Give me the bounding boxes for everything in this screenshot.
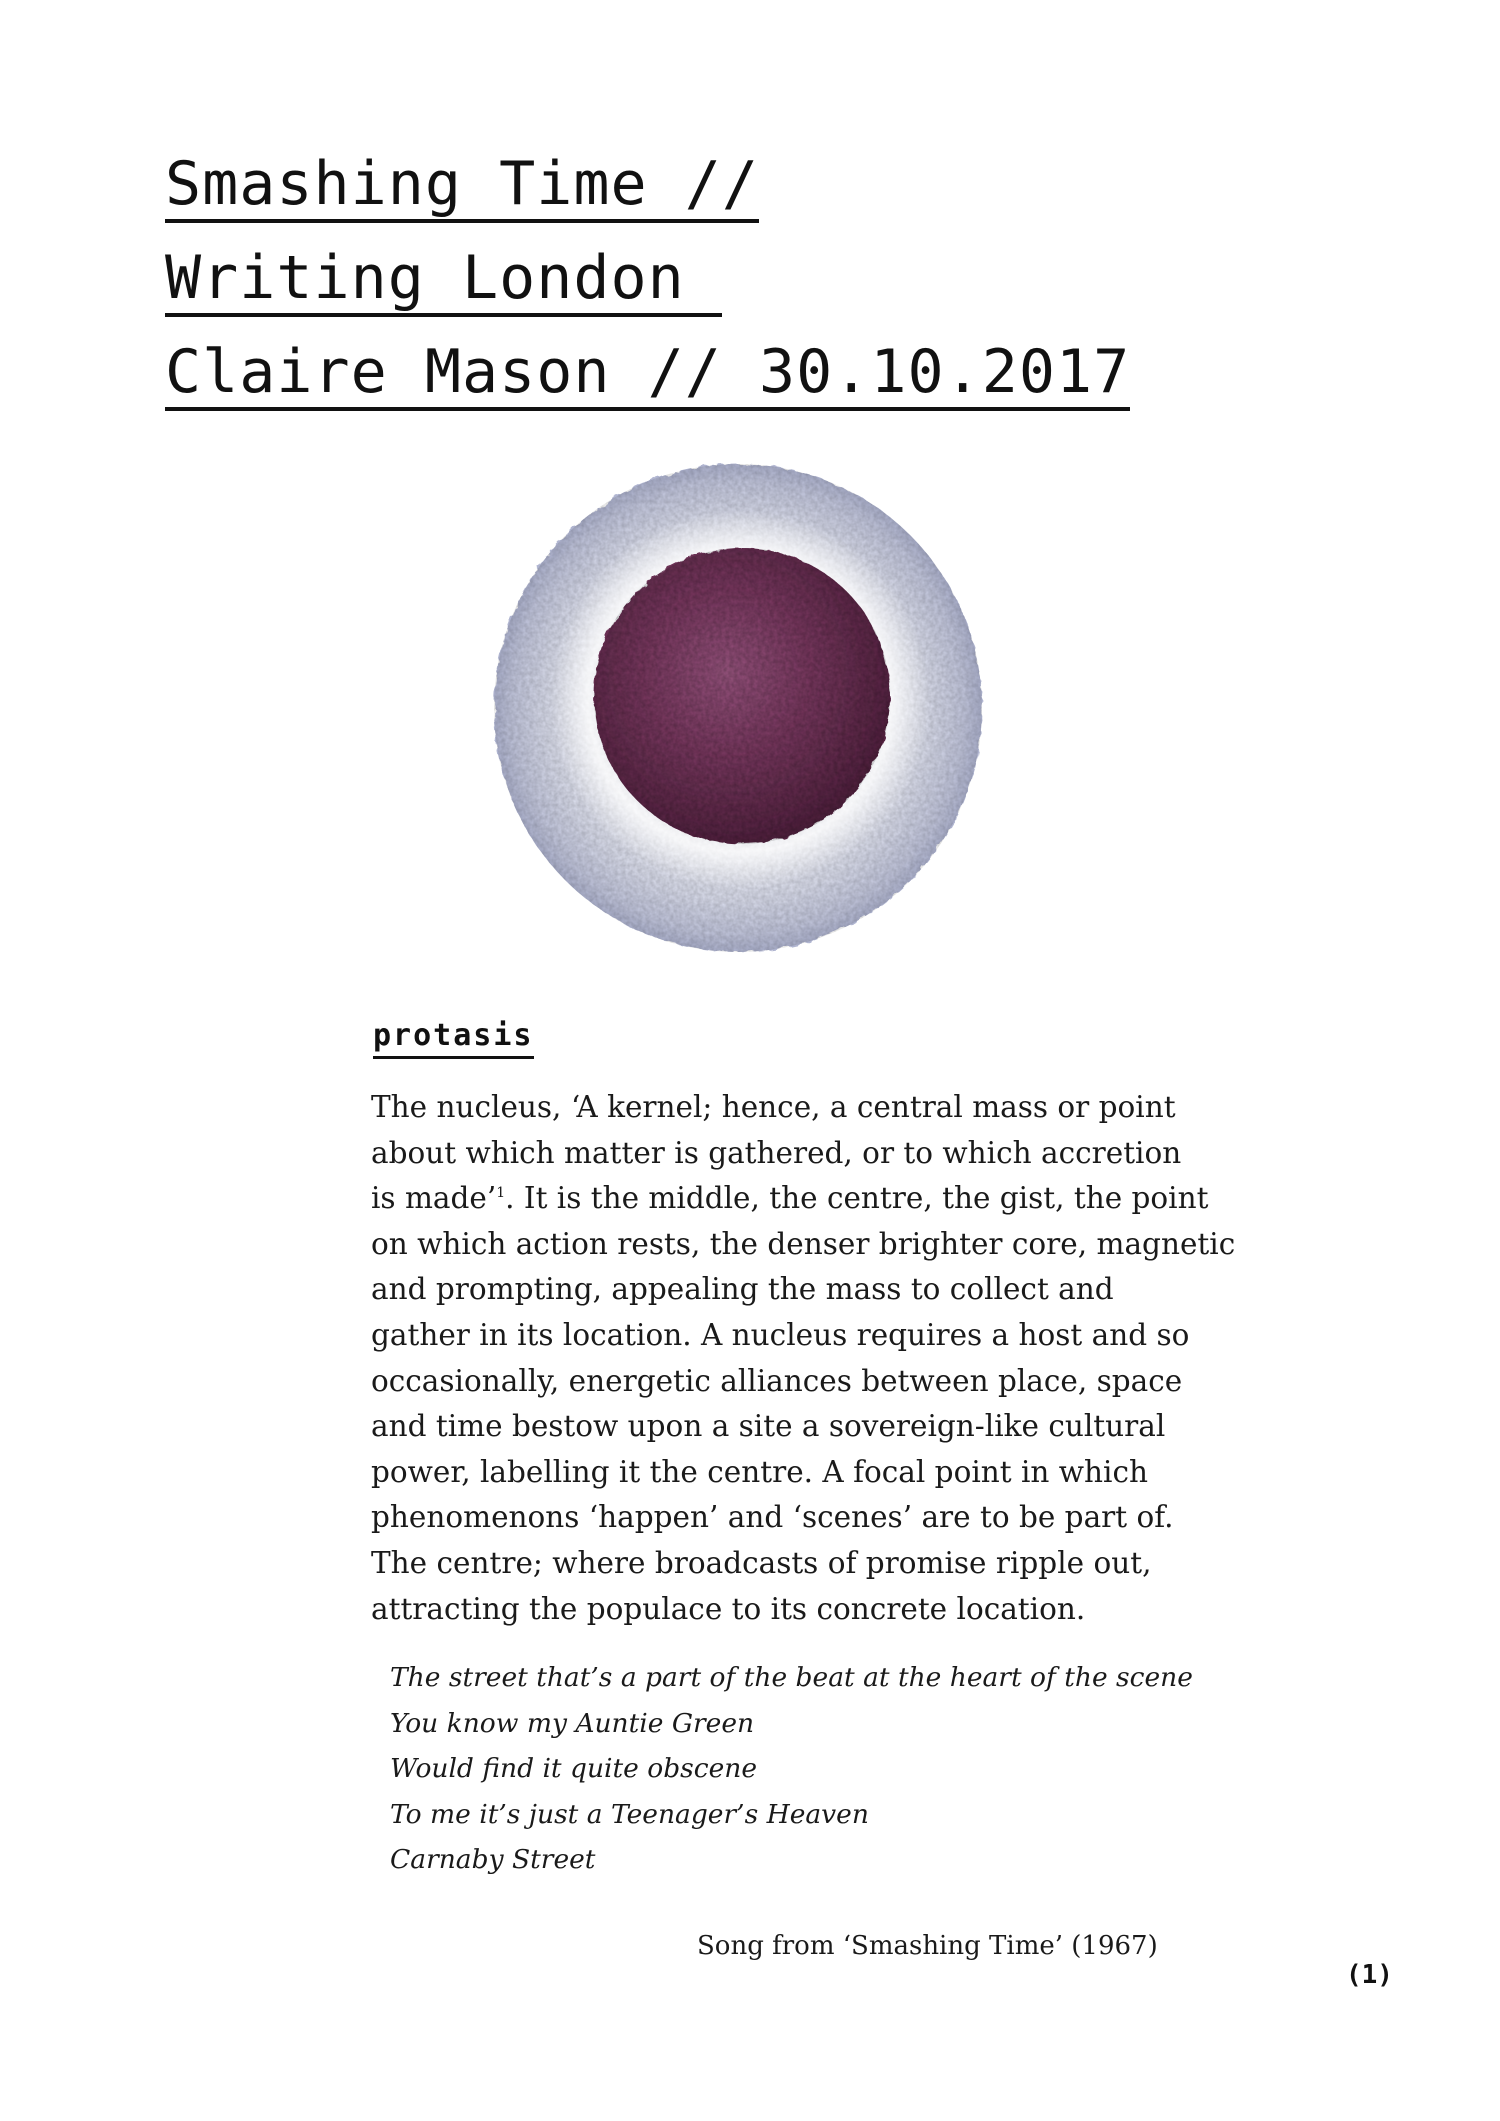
body-line: attracting the populace to its concrete location.	[371, 1591, 1086, 1626]
page-title	[165, 140, 1165, 422]
body-line: occasionally, energetic alliances between place, space	[371, 1363, 1183, 1398]
body-line: phenomenons ‘happen’ and ‘scenes’ are to be part of.	[371, 1500, 1174, 1535]
footnote-marker: 1	[496, 1185, 506, 1202]
lyric-line: You know my Auntie Green	[390, 1707, 755, 1739]
lyric-line: Would find it quite obscene	[390, 1753, 758, 1785]
title-line-2: Writing London	[165, 234, 1165, 328]
body-line: gather in its location. A nucleus requires a host and so	[371, 1317, 1190, 1352]
body-line: about which matter is gathered, or to which accretion	[371, 1135, 1182, 1170]
body-line: The nucleus, ‘A kernel; hence, a central mass or point	[371, 1090, 1176, 1124]
cell-illustration	[490, 460, 986, 956]
body-line: The centre; where broadcasts of promise ripple out,	[371, 1545, 1152, 1580]
lyrics-attribution: Song from ‘Smashing Time’ (1967)	[697, 1931, 1158, 1961]
song-lyrics	[390, 1655, 1193, 1883]
body-line: and time bestow upon a site a sovereign-like cultural	[371, 1409, 1166, 1444]
section-heading: protasis	[373, 1018, 534, 1059]
page-number: (1)	[1346, 1960, 1393, 1990]
body-line: and prompting, appealing the mass to collect and	[371, 1272, 1114, 1307]
title-line-3: Claire Mason // 30.10.2017	[165, 328, 1165, 422]
body-line: is made’$^1$. It is the middle, the centre, the gist, the point	[371, 1181, 1209, 1216]
lyric-line: The street that’s a part of the beat at the heart of the scene	[390, 1662, 1193, 1693]
body-line: power, labelling it the centre. A focal point in which	[371, 1454, 1149, 1489]
body-line: on which action rests, the denser brighter core, magnetic	[371, 1226, 1236, 1261]
lyric-line: Carnaby Street	[390, 1844, 596, 1876]
body-paragraph	[371, 1085, 1236, 1632]
title-line-1: Smashing Time //	[165, 140, 1165, 234]
lyric-line: To me it’s just a Teenager’s Heaven	[390, 1798, 869, 1830]
cell-nucleus-icon	[490, 460, 986, 956]
